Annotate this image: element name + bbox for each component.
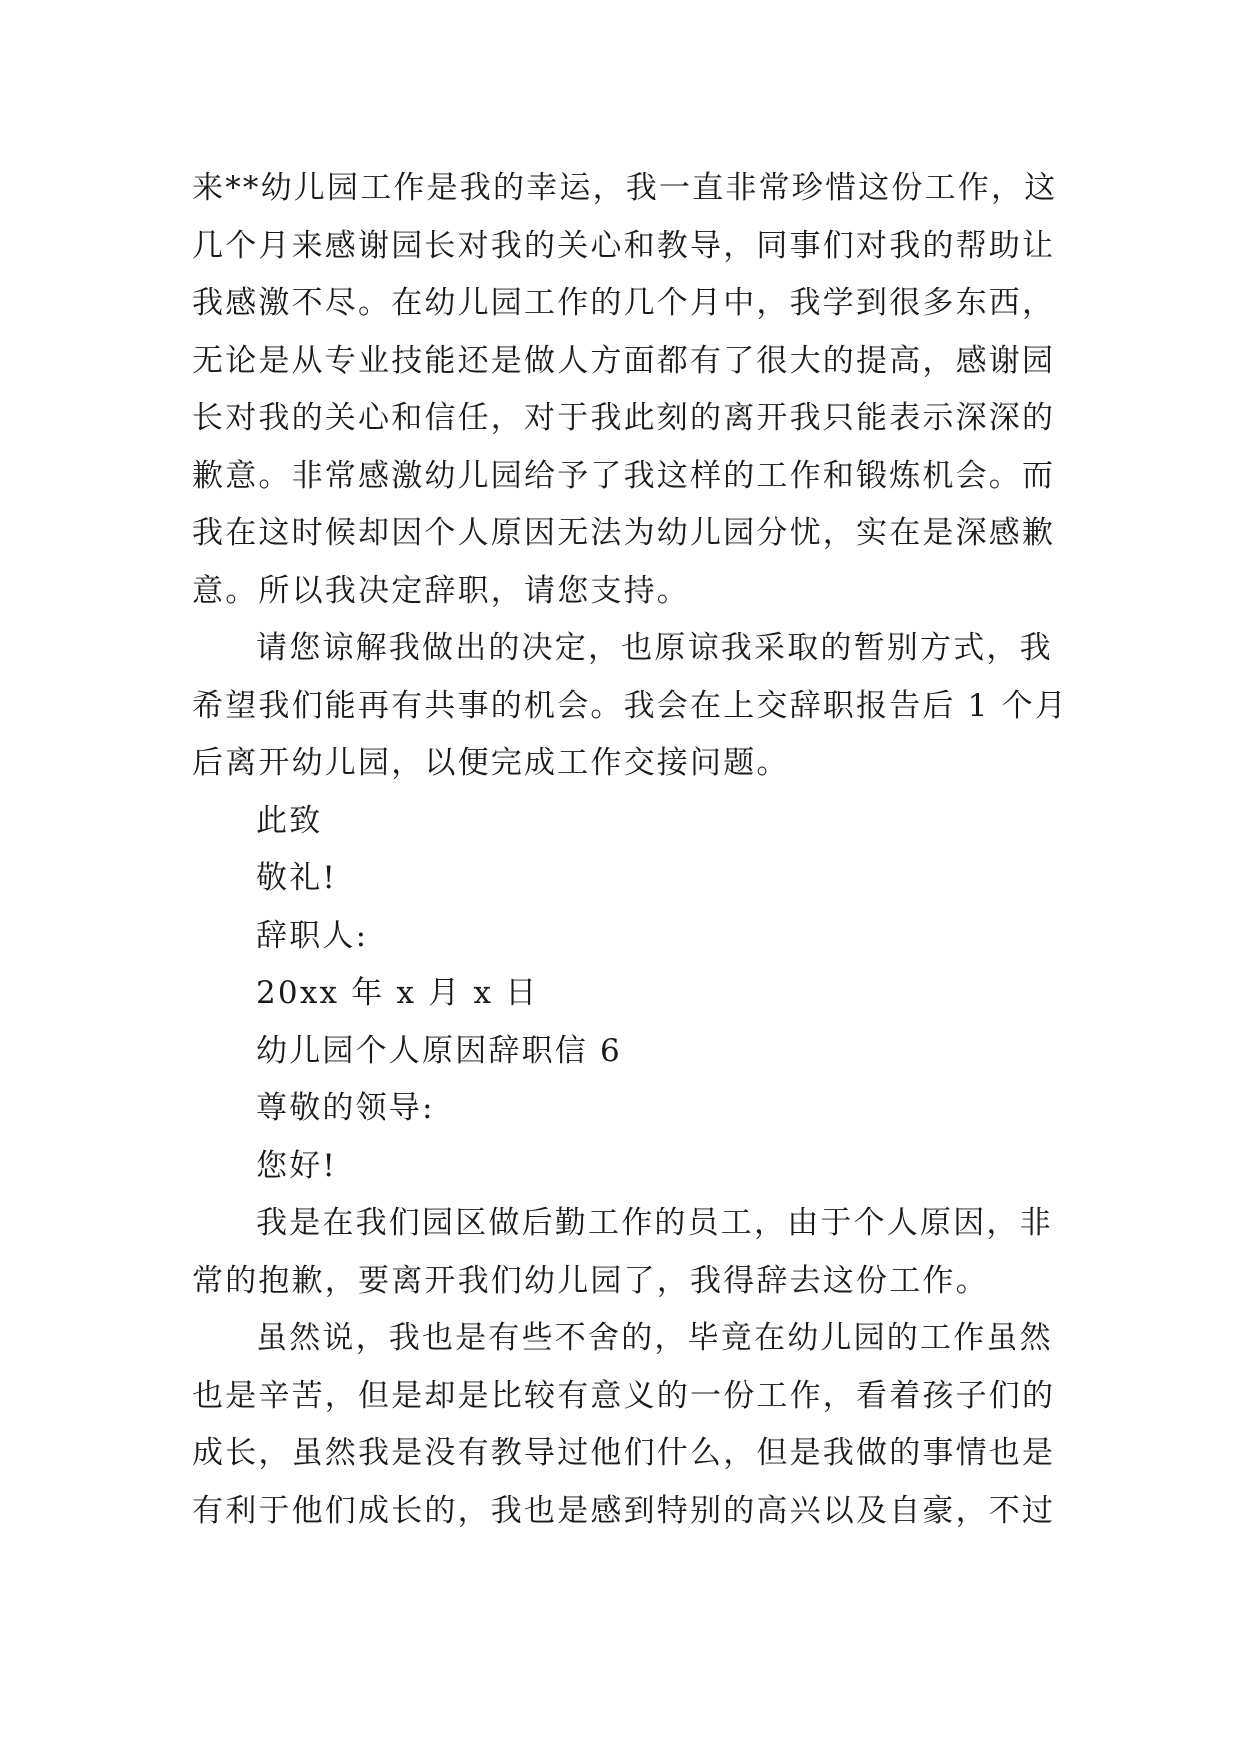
text-line: 有利于他们成长的，我也是感到特别的高兴以及自豪，不过 bbox=[192, 1492, 1056, 1529]
text-line: 常的抱歉，要离开我们幼儿园了，我得辞去这份工作。 bbox=[192, 1262, 989, 1299]
closing-regards: 敬礼! bbox=[256, 860, 338, 896]
text-line: 也是辛苦，但是却是比较有意义的一份工作，看着孩子们的 bbox=[192, 1377, 1056, 1414]
section-title: 幼儿园个人原因辞职信 6 bbox=[256, 1032, 622, 1069]
text-line: 后离开幼儿园，以便完成工作交接问题。 bbox=[192, 745, 790, 781]
text-line: 几个月来感谢园长对我的关心和教导，同事们对我的帮助让 bbox=[192, 227, 1056, 264]
text-line: 歉意。非常感激幼儿园给予了我这样的工作和锻炼机会。而 bbox=[192, 457, 1056, 494]
paragraph-start-line: 虽然说，我也是有些不舍的，毕竟在幼儿园的工作虽然 bbox=[256, 1320, 1053, 1356]
text-line: 我在这时候却因个人原因无法为幼儿园分忧，实在是深感歉 bbox=[192, 515, 1056, 551]
text-line: 我感激不尽。在幼儿园工作的几个月中，我学到很多东西， bbox=[192, 285, 1056, 321]
text-line: 成长，虽然我是没有教导过他们什么，但是我做的事情也是 bbox=[192, 1435, 1056, 1471]
closing-salutation: 此致 bbox=[256, 802, 323, 839]
text-line: 来**幼儿园工作是我的幸运，我一直非常珍惜这份工作，这 bbox=[192, 170, 1058, 206]
greeting-hello: 您好! bbox=[256, 1147, 338, 1184]
letter-date: 20xx 年 x 月 x 日 bbox=[256, 975, 539, 1011]
greeting-recipient: 尊敬的领导: bbox=[256, 1090, 435, 1126]
signature-label: 辞职人: bbox=[256, 917, 369, 954]
text-line: 希望我们能再有共事的机会。我会在上交辞职报告后 1 个月 bbox=[192, 687, 1069, 724]
paragraph-start-line: 请您谅解我做出的决定，也原谅我采取的暂别方式，我 bbox=[256, 630, 1053, 666]
letter-body bbox=[192, 160, 1072, 1540]
text-line: 意。所以我决定辞职，请您支持。 bbox=[192, 572, 690, 609]
paragraph-start-line: 我是在我们园区做后勤工作的员工，由于个人原因，非 bbox=[256, 1205, 1053, 1241]
text-line: 长对我的关心和信任，对于我此刻的离开我只能表示深深的 bbox=[192, 400, 1056, 436]
text-line: 无论是从专业技能还是做人方面都有了很大的提高，感谢园 bbox=[192, 342, 1056, 379]
